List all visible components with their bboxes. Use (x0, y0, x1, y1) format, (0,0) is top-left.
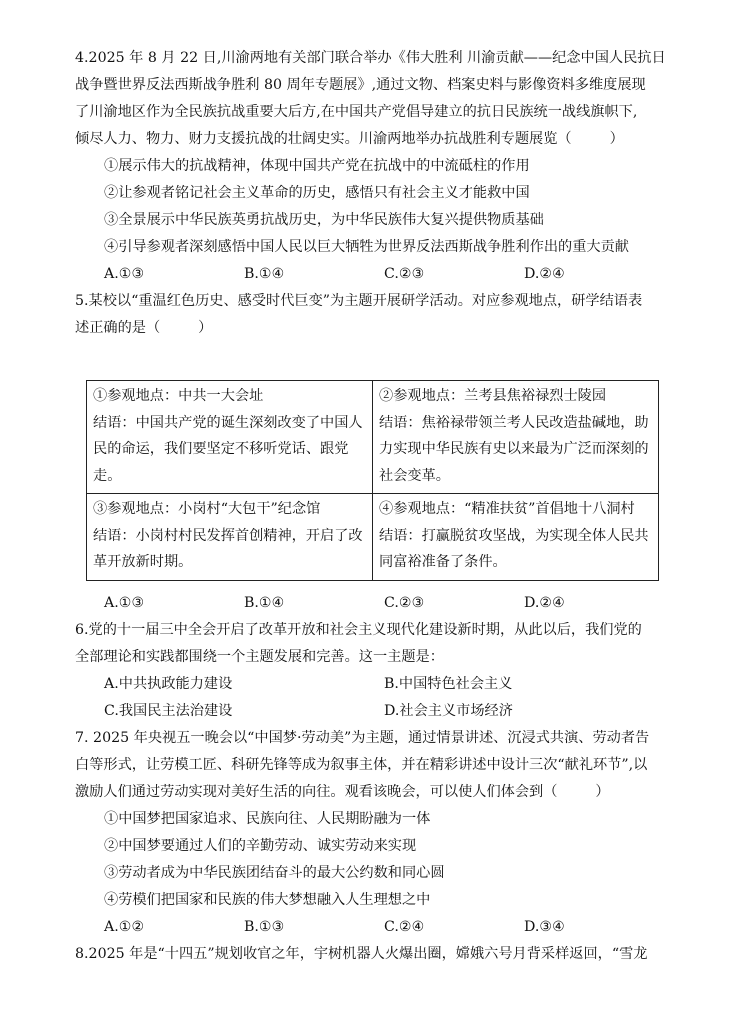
q4-stem-line-1: 4.2025 年 8 月 22 日,川渝两地有关部门联合举办《伟大胜利 川渝贡献——纪念中国人民抗日 (75, 50, 666, 66)
q4-stem-line-4 (75, 129, 624, 149)
q4-option-4: ④引导参观者深刻感悟中国人民以巨大牺牲为世界反法西斯战争胜利作出的重大贡献 (104, 239, 629, 255)
q6-choice-d: D.社会主义市场经济 (384, 703, 513, 719)
q5-choice-b: B.①④ (244, 595, 285, 611)
q5-stem-line-2-text: 述正确的是（ (75, 320, 161, 336)
q7-stem-line-2: 白等形式，让劳模工匠、科研先锋等成为叙事主体，并在精彩讲述中设计三次“献礼环节”,以 (75, 757, 648, 773)
q5-table (86, 380, 659, 581)
q7-stem-line-3 (75, 782, 610, 802)
q4-option-3: ③全景展示中华民族英勇抗战历史，为中华民族伟大复兴提供物质基础 (104, 212, 544, 228)
q7-stem-line-1: 7. 2025 年央视五一晚会以“中国梦·劳动美”为主题，通过情景讲述、沉浸式共演、劳动者告 (75, 730, 650, 746)
q6-stem-line-2: 全部理论和实践都围绕一个主题发展和完善。这一主题是： (75, 649, 444, 665)
q6-choice-a: A.中共执政能力建设 (104, 676, 233, 692)
q5-cell-4 (373, 494, 659, 581)
table-row (87, 381, 659, 494)
q4-stem-line-2: 战争暨世界反法西斯战争胜利 80 周年专题展》,通过文物、档案史料与影像资料多维度展现 (75, 77, 646, 93)
q4-choice-c: C.②③ (384, 266, 425, 282)
q5-cell-1-place: ①参观地点：中共一大会址 (93, 388, 264, 404)
q5-cell-1 (87, 381, 373, 494)
q6-choice-b: B.中国特色社会主义 (384, 676, 513, 692)
q4-stem-line-4-text: 倾尽人力、物力、财力支援抗战的壮阔史实。川渝两地举办抗战胜利专题展览（ (75, 131, 572, 147)
q5-cell-2 (373, 381, 659, 494)
q7-option-4: ④劳模们把国家和民族的伟大梦想融入人生理想之中 (104, 892, 431, 908)
q7-choice-d: D.③④ (524, 919, 565, 935)
q5-stem-line-1: 5.某校以“重温红色历史、感受时代巨变”为主题开展研学活动。对应参观地点，研学结语表 (75, 293, 643, 309)
q7-answer-paren-close: ） (595, 784, 610, 800)
q5-cell-4-conclusion: 结语：打赢脱贫攻坚战，为实现全体人民共同富裕准备了条件。 (379, 527, 649, 570)
q7-stem-line-3-text: 激励人们通过劳动实现对美好生活的向往。观看该晚会，可以使人们体会到（ (75, 784, 558, 800)
q4-answer-paren-close: ） (609, 131, 624, 147)
q7-choice-c: C.②④ (384, 919, 425, 935)
q5-answer-paren-close: ） (198, 320, 213, 336)
q5-cell-4-place: ④参观地点：“精准扶贫”首倡地十八洞村 (379, 501, 635, 517)
q4-option-2: ②让参观者铭记社会主义革命的历史，感悟只有社会主义才能救中国 (104, 185, 530, 201)
table-row (87, 494, 659, 581)
q4-choice-a: A.①③ (104, 266, 145, 282)
q8-stem-line-1: 8.2025 年是“十四五”规划收官之年，宇树机器人火爆出圈，嫦娥六号月背采样返回，“雪龙 (75, 946, 648, 962)
q7-choice-a: A.①② (104, 919, 145, 935)
q5-cell-3 (87, 494, 373, 581)
q5-cell-3-conclusion: 结语：小岗村村民发挥首创精神，开启了改革开放新时期。 (93, 527, 363, 570)
q6-stem-line-1: 6.党的十一届三中全会开启了改革开放和社会主义现代化建设新时期，从此以后，我们党的 (75, 622, 642, 638)
q5-choice-d: D.②④ (524, 595, 565, 611)
q4-option-1: ①展示伟大的抗战精神，体现中国共产党在抗战中的中流砥柱的作用 (104, 158, 530, 174)
q6-choice-c: C.我国民主法治建设 (104, 703, 233, 719)
q5-cell-2-conclusion: 结语：焦裕禄带领兰考人民改造盐碱地，助力实现中华民族有史以来最为广泛而深刻的社会变革。 (379, 414, 649, 484)
q5-cell-2-place: ②参观地点：兰考县焦裕禄烈士陵园 (379, 388, 607, 404)
q4-choice-b: B.①④ (244, 266, 285, 282)
q5-stem-line-2 (75, 318, 212, 338)
q7-option-3: ③劳动者成为中华民族团结奋斗的最大公约数和同心圆 (104, 865, 445, 881)
q5-choice-c: C.②③ (384, 595, 425, 611)
q5-cell-3-place: ③参观地点：小岗村“大包干”纪念馆 (93, 501, 321, 517)
q7-option-2: ②中国梦要通过人们的辛勤劳动、诚实劳动来实现 (104, 838, 417, 854)
q4-choice-d: D.②④ (524, 266, 565, 282)
q7-option-1: ①中国梦把国家追求、民族向往、人民期盼融为一体 (104, 811, 431, 827)
q5-choice-a: A.①③ (104, 595, 145, 611)
q7-choice-b: B.①③ (244, 919, 285, 935)
q5-cell-1-conclusion: 结语：中国共产党的诞生深刻改变了中国人民的命运，我们要坚定不移听党话、跟党走。 (93, 414, 363, 484)
q4-stem-line-3: 了川渝地区作为全民族抗战重要大后方,在中国共产党倡导建立的抗日民族统一战线旗帜下, (75, 104, 638, 120)
